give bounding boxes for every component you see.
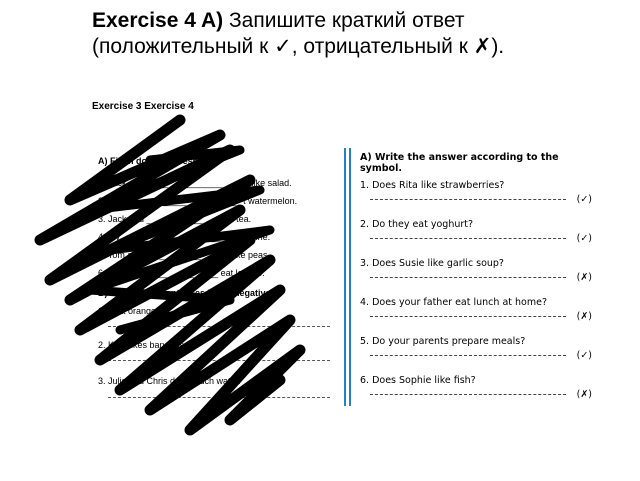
exercise-subtitle: Exercise 3 Exercise 4	[92, 101, 194, 112]
worksheet-image	[92, 148, 592, 406]
question-text: 2. Do they eat yoghurt?	[360, 219, 474, 230]
question-item	[360, 297, 592, 336]
title-line2: (положительный к ✓, отрицательный к ✗).	[92, 35, 505, 58]
question-item	[360, 258, 592, 297]
left-line: 1. Jack ________________________ like salad.	[98, 178, 292, 188]
divider-bar	[344, 148, 352, 406]
symbol-label: (✗)	[576, 389, 592, 400]
question-text: 3. Does Susie like garlic soup?	[360, 258, 504, 269]
right-heading: A) Write the answer according to the symbol.	[360, 152, 559, 174]
left-line: 4. My ______________________ ink wine.	[98, 232, 271, 242]
answer-line	[370, 238, 566, 239]
answer-line	[370, 355, 566, 356]
title-rest: Запишите краткий ответ	[223, 9, 465, 32]
question-item	[360, 219, 592, 258]
answer-row	[360, 194, 592, 205]
answer-line	[108, 326, 330, 327]
answer-line	[370, 316, 566, 317]
left-line: 5. Tom and Bill ______________ like peas.	[98, 250, 270, 260]
left-line: 3. Jack and ________________ k tea.	[98, 214, 252, 224]
answer-row	[360, 311, 592, 322]
question-item	[360, 336, 592, 375]
question-text: 5. Do your parents prepare meals?	[360, 336, 526, 347]
left-line: A) Fill in don't or doesn't.	[98, 156, 206, 166]
left-exercise	[92, 148, 332, 406]
answer-line	[370, 277, 566, 278]
question-text: 4. Does your father eat lunch at home?	[360, 297, 547, 308]
answer-line	[370, 394, 566, 395]
answer-row	[360, 272, 592, 283]
title-bold: Exercise 4 A)	[92, 9, 224, 32]
symbol-label: (✓)	[576, 233, 592, 244]
question-item	[360, 375, 592, 414]
exercise-title	[92, 8, 632, 60]
left-line: B) Rewrite the sentences in the negative.	[98, 288, 274, 298]
symbol-label: (✓)	[576, 350, 592, 361]
question-text: 6. Does Sophie like fish?	[360, 375, 476, 386]
left-line: 2. Kate likes bananas.	[98, 340, 187, 350]
symbol-label: (✗)	[576, 272, 592, 283]
left-line: 1. I eat oranges.	[98, 306, 164, 316]
left-line: 6. I _____________________ eat lettuce.	[98, 268, 265, 278]
symbol-label: (✗)	[576, 311, 592, 322]
question-item	[360, 180, 592, 219]
answer-line	[370, 199, 566, 200]
answer-row	[360, 389, 592, 400]
question-text: 1. Does Rita like strawberries?	[360, 180, 505, 191]
answer-row	[360, 350, 592, 361]
answer-row	[360, 233, 592, 244]
right-exercise	[360, 152, 592, 414]
left-line: 2. Bell _______________________ t watermelon.	[98, 196, 298, 206]
symbol-label: (✓)	[576, 194, 592, 205]
left-line: 3. Julie and Chris drink much water.	[98, 376, 241, 386]
answer-line	[108, 397, 330, 398]
answer-line	[108, 360, 330, 361]
